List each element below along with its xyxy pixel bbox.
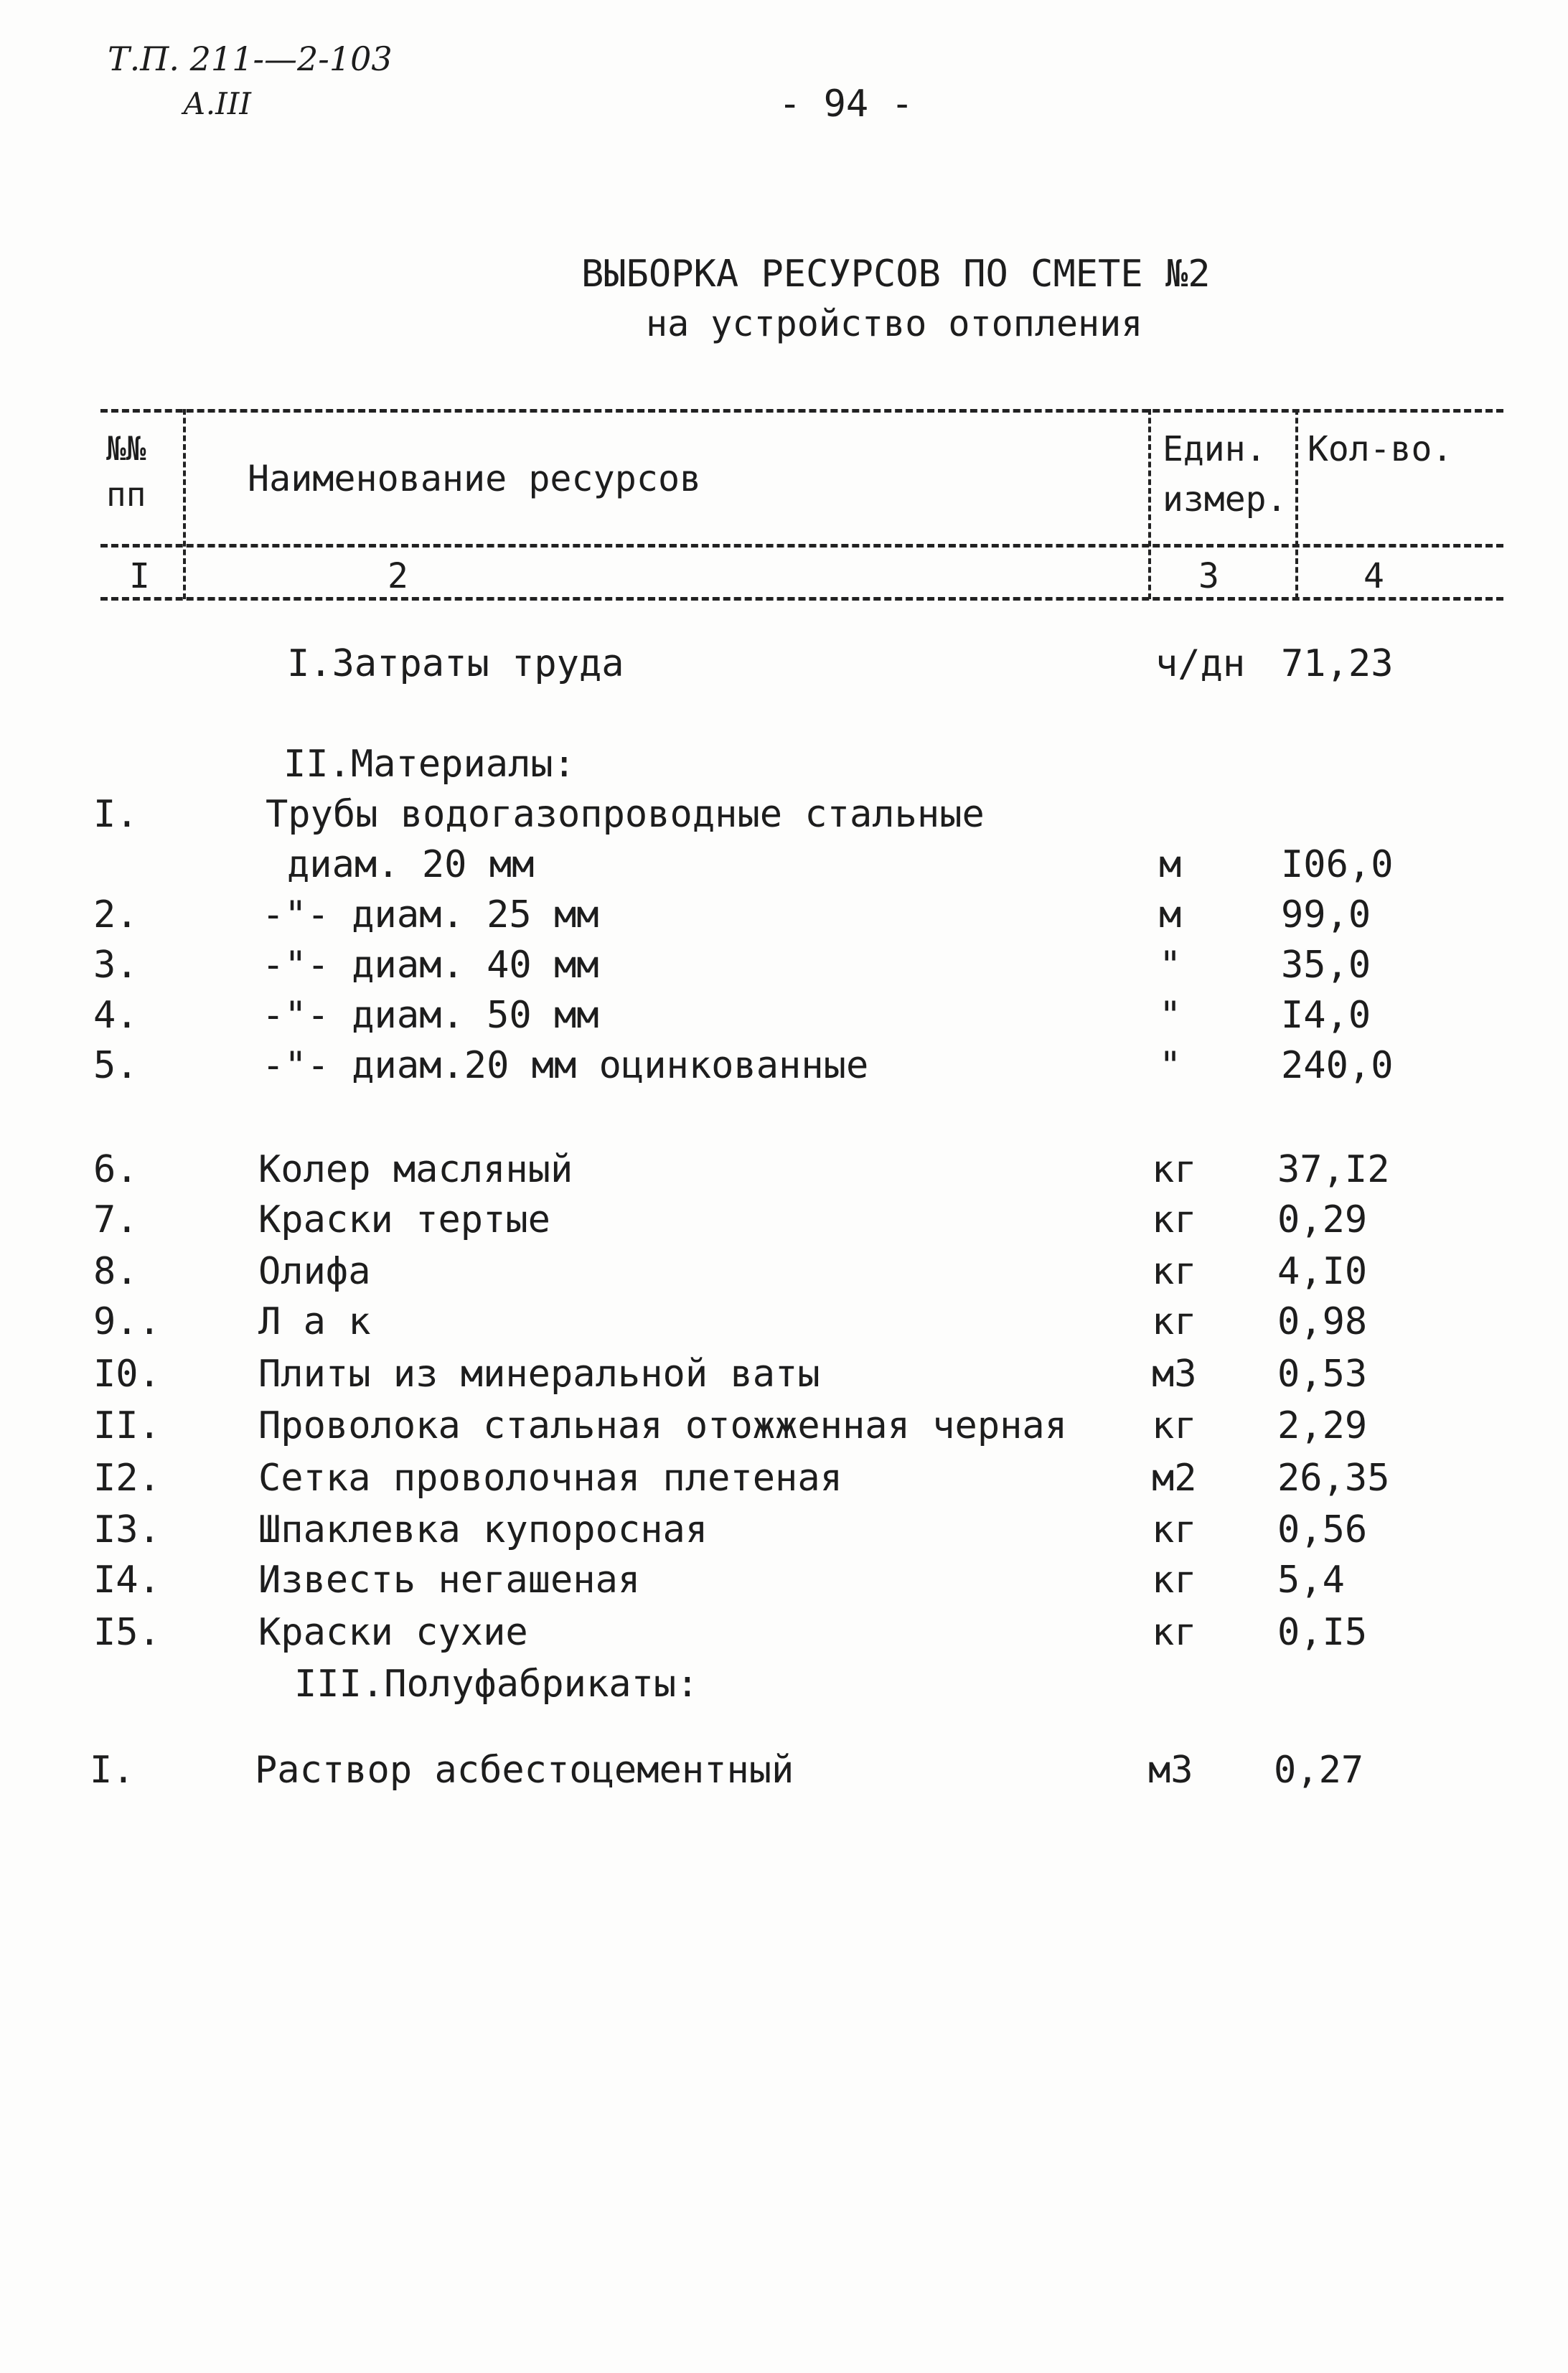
row-unit: м3 xyxy=(1152,1353,1197,1396)
row-name: Колер масляный xyxy=(258,1148,573,1191)
col-index-3: 3 xyxy=(1198,556,1219,596)
row-number: 8. xyxy=(93,1250,139,1293)
col-unit-heading: Един. xyxy=(1163,429,1267,469)
header-middle-rule xyxy=(100,544,1503,548)
row-number: 5. xyxy=(93,1044,139,1087)
row-qty: 4,I0 xyxy=(1277,1250,1368,1293)
row-name: Шпаклевка купоросная xyxy=(258,1508,708,1551)
page-number: - 94 - xyxy=(779,83,914,126)
row-unit: кг xyxy=(1152,1404,1197,1447)
col-unit-heading-2: измер. xyxy=(1163,479,1287,520)
document-reference: Т.П. 211-—2-103 xyxy=(108,39,393,78)
row-name: -"- диам. 25 мм xyxy=(262,893,599,936)
col-name-heading: Наименование ресурсов xyxy=(248,458,702,499)
row-name: -"- диам. 50 мм xyxy=(262,994,599,1037)
col-index-4: 4 xyxy=(1363,556,1384,596)
row-name: -"- диам.20 мм оцинкованные xyxy=(262,1044,869,1087)
row-unit: " xyxy=(1159,994,1182,1037)
row-unit: кг xyxy=(1152,1508,1197,1551)
row-name: Краски тертые xyxy=(258,1198,550,1241)
section-semifinished-title: III.Полуфабрикаты: xyxy=(294,1663,699,1706)
row-qty: 5,4 xyxy=(1277,1559,1345,1602)
row-name: Известь негашеная xyxy=(258,1559,641,1602)
col-index-1: I xyxy=(129,556,150,596)
row-qty: 37,I2 xyxy=(1277,1148,1390,1191)
column-divider-1 xyxy=(183,409,186,599)
document-subtitle: на устройство отопления xyxy=(646,303,1143,344)
row-name: Олифа xyxy=(258,1250,371,1293)
row-number: 7. xyxy=(93,1198,139,1241)
row-qty: 26,35 xyxy=(1277,1457,1390,1500)
row-unit: м3 xyxy=(1148,1749,1193,1792)
row-name: Сетка проволочная плетеная xyxy=(258,1457,842,1500)
row-number: 2. xyxy=(93,893,139,936)
row-name: Плиты из минеральной ваты xyxy=(258,1353,820,1396)
row-qty: 240,0 xyxy=(1281,1044,1394,1087)
row-number: I5. xyxy=(93,1611,161,1654)
column-divider-3 xyxy=(1295,409,1298,599)
row-number: 3. xyxy=(93,944,139,987)
row-name: Л а к xyxy=(258,1300,371,1343)
row-name: диам. 20 мм xyxy=(287,843,535,886)
section-labor-unit: ч/дн xyxy=(1155,642,1246,685)
row-unit: м xyxy=(1159,893,1182,936)
row-qty: 0,29 xyxy=(1277,1198,1368,1241)
column-divider-2 xyxy=(1148,409,1151,599)
col-qty-heading: Кол-во. xyxy=(1308,429,1453,469)
col-number-heading-2: пп xyxy=(106,475,146,514)
row-name: -"- диам. 40 мм xyxy=(262,944,599,987)
row-qty: I06,0 xyxy=(1281,843,1394,886)
document-title: ВЫБОРКА РЕСУРСОВ ПО СМЕТЕ №2 xyxy=(581,253,1211,296)
row-number: 6. xyxy=(93,1148,139,1191)
row-unit: кг xyxy=(1152,1148,1197,1191)
row-number: I3. xyxy=(93,1508,161,1551)
row-unit: кг xyxy=(1152,1559,1197,1602)
header-top-rule xyxy=(100,409,1503,413)
row-unit: м2 xyxy=(1152,1457,1197,1500)
row-unit: кг xyxy=(1152,1198,1197,1241)
col-number-heading: №№ xyxy=(106,429,146,468)
album-reference: А.III xyxy=(183,86,251,121)
row-unit: " xyxy=(1159,1044,1182,1087)
row-number: I. xyxy=(90,1749,135,1792)
row-number: 4. xyxy=(93,994,139,1037)
row-number: I. xyxy=(93,793,139,836)
row-qty: 0,98 xyxy=(1277,1300,1368,1343)
row-number: 9.. xyxy=(93,1300,161,1343)
row-number: I4. xyxy=(93,1559,161,1602)
col-index-2: 2 xyxy=(388,556,408,596)
row-qty: 2,29 xyxy=(1277,1404,1368,1447)
row-name: Проволока стальная отожженная черная xyxy=(258,1404,1068,1447)
pipes-group-title: Трубы водогазопроводные стальные xyxy=(266,793,985,836)
row-unit: кг xyxy=(1152,1300,1197,1343)
row-name: Раствор асбестоцементный xyxy=(255,1749,794,1792)
section-materials-title: II.Материалы: xyxy=(283,743,576,786)
row-qty: I4,0 xyxy=(1281,994,1371,1037)
row-qty: 0,56 xyxy=(1277,1508,1368,1551)
row-unit: кг xyxy=(1152,1611,1197,1654)
header-bottom-rule xyxy=(100,597,1503,601)
row-qty: 99,0 xyxy=(1281,893,1371,936)
row-qty: 0,I5 xyxy=(1277,1611,1368,1654)
row-number: II. xyxy=(93,1404,161,1447)
row-unit: кг xyxy=(1152,1250,1197,1293)
row-qty: 35,0 xyxy=(1281,944,1371,987)
row-qty: 0,53 xyxy=(1277,1353,1368,1396)
row-unit: м xyxy=(1159,843,1182,886)
section-labor-qty: 71,23 xyxy=(1281,642,1394,685)
row-unit: " xyxy=(1159,944,1182,987)
row-number: I0. xyxy=(93,1353,161,1396)
row-name: Краски сухие xyxy=(258,1611,528,1654)
row-number: I2. xyxy=(93,1457,161,1500)
row-qty: 0,27 xyxy=(1274,1749,1364,1792)
section-labor-title: I.Затраты труда xyxy=(287,642,624,685)
